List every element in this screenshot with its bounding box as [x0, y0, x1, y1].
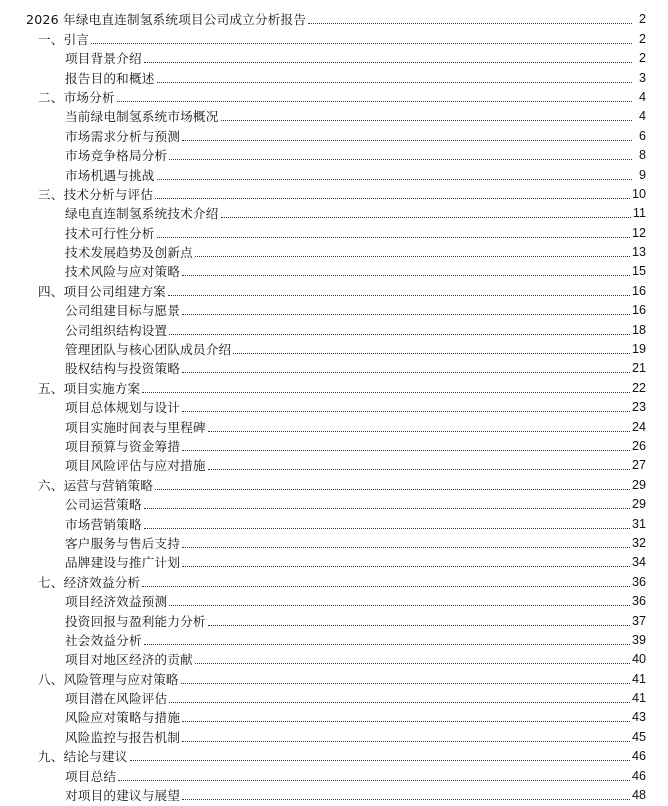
toc-page-number: 39: [631, 632, 646, 647]
toc-page-number: 2: [638, 51, 646, 66]
toc-page-number: 18: [631, 322, 646, 337]
dot-leader: [144, 508, 630, 509]
toc-chapter-entry[interactable]: [26, 27, 646, 46]
dot-leader: [142, 392, 630, 393]
dot-leader: [182, 799, 630, 800]
toc-page-number: 37: [631, 613, 646, 628]
dot-leader: [144, 528, 630, 529]
toc-section-entry[interactable]: [26, 47, 646, 66]
toc-section-entry[interactable]: [26, 629, 646, 648]
toc-page-number: 2: [638, 12, 646, 27]
toc-chapter-entry[interactable]: [26, 667, 646, 686]
dot-leader: [169, 605, 630, 606]
toc-page-number: 16: [631, 303, 646, 318]
table-of-contents: [26, 8, 646, 803]
toc-page-number: 16: [631, 283, 646, 298]
toc-page-number: 9: [638, 167, 646, 182]
toc-entry-label: 报告目的和概述: [65, 70, 155, 86]
toc-chapter-entry[interactable]: [26, 86, 646, 105]
toc-entry-label: 社会效益分析: [65, 632, 142, 648]
dot-leader: [144, 644, 630, 645]
toc-page-number: 11: [632, 206, 646, 221]
toc-section-entry[interactable]: [26, 144, 646, 163]
toc-page-number: 29: [631, 477, 646, 492]
toc-section-entry[interactable]: [26, 764, 646, 783]
toc-page-number: 48: [631, 788, 646, 803]
dot-leader: [182, 140, 632, 141]
toc-chapter-entry[interactable]: [26, 183, 646, 202]
toc-section-entry[interactable]: [26, 415, 646, 434]
toc-entry-label: 项目风险评估与应对措施: [65, 458, 206, 474]
toc-chapter-entry[interactable]: [26, 570, 646, 589]
dot-leader: [169, 334, 630, 335]
dot-leader: [142, 586, 630, 587]
toc-page-number: 23: [631, 400, 646, 415]
toc-entry-label: 项目经济效益预测: [65, 594, 168, 610]
dot-leader: [208, 469, 630, 470]
toc-section-entry[interactable]: [26, 454, 646, 473]
toc-chapter-entry[interactable]: [26, 745, 646, 764]
toc-entry-label: 项目背景介绍: [65, 51, 142, 67]
toc-page-number: 4: [638, 89, 646, 104]
dot-leader: [308, 23, 632, 24]
toc-entry-label: 项目实施时间表与里程碑: [65, 419, 206, 435]
toc-page-number: 27: [631, 458, 646, 473]
toc-section-entry[interactable]: [26, 396, 646, 415]
dot-leader: [169, 702, 630, 703]
toc-page-number: 26: [631, 438, 646, 453]
dot-leader: [157, 237, 630, 238]
dot-leader: [208, 625, 630, 626]
toc-section-entry[interactable]: [26, 163, 646, 182]
toc-entry-label: 公司组织结构设置: [65, 322, 168, 338]
toc-section-entry[interactable]: [26, 512, 646, 531]
toc-page-number: 45: [631, 729, 646, 744]
dot-leader: [221, 120, 632, 121]
toc-chapter-entry[interactable]: [26, 376, 646, 395]
toc-entry-label: 对项目的建议与展望: [65, 788, 181, 804]
dot-leader: [157, 82, 632, 83]
toc-section-entry[interactable]: [26, 590, 646, 609]
toc-page-number: 46: [631, 768, 646, 783]
toc-entry-label: 当前绿电制氢系统市场概况: [65, 109, 219, 125]
dot-leader: [155, 489, 630, 490]
toc-chapter-entry[interactable]: [26, 279, 646, 298]
toc-section-entry[interactable]: [26, 338, 646, 357]
toc-section-entry[interactable]: [26, 435, 646, 454]
toc-section-entry[interactable]: [26, 648, 646, 667]
dot-leader: [155, 198, 630, 199]
toc-entry-label: 项目潜在风险评估: [65, 691, 168, 707]
toc-section-entry[interactable]: [26, 124, 646, 143]
toc-entry-label: 项目总体规划与设计: [65, 400, 181, 416]
toc-section-entry[interactable]: [26, 221, 646, 240]
toc-entry-label: 市场竞争格局分析: [65, 148, 168, 164]
toc-page-number: 24: [631, 419, 646, 434]
toc-entry-label: 风险监控与报告机制: [65, 729, 181, 745]
dot-leader: [168, 295, 630, 296]
dot-leader: [117, 101, 632, 102]
toc-page-number: 41: [631, 691, 646, 706]
toc-page-number: 2: [638, 31, 646, 46]
toc-section-entry[interactable]: [26, 357, 646, 376]
toc-page-number: 8: [638, 148, 646, 163]
toc-entry-label: 项目预算与资金筹措: [65, 438, 181, 454]
toc-entry-label: 股权结构与投资策略: [65, 361, 181, 377]
toc-section-entry[interactable]: [26, 706, 646, 725]
toc-title-entry[interactable]: [26, 8, 646, 27]
toc-entry-label: 公司运营策略: [65, 497, 142, 513]
toc-section-entry[interactable]: [26, 202, 646, 221]
toc-entry-label: 技术可行性分析: [65, 225, 155, 241]
toc-entry-label: 客户服务与售后支持: [65, 535, 181, 551]
toc-entry-label: 风险应对策略与措施: [65, 710, 181, 726]
dot-leader: [144, 62, 632, 63]
toc-entry-label: 技术发展趋势及创新点: [65, 245, 193, 261]
toc-section-entry[interactable]: [26, 784, 646, 803]
toc-page-number: 41: [631, 671, 646, 686]
toc-entry-label: 五、项目实施方案: [38, 380, 141, 396]
toc-entry-label: 二、市场分析: [38, 89, 115, 105]
dot-leader: [118, 780, 630, 781]
toc-entry-label: 公司组建目标与愿景: [65, 303, 181, 319]
dot-leader: [169, 159, 632, 160]
dot-leader: [91, 43, 632, 44]
toc-entry-label: 一、引言: [38, 31, 90, 47]
dot-leader: [182, 314, 630, 315]
dot-leader: [195, 663, 630, 664]
dot-leader: [221, 217, 631, 218]
toc-entry-label: 八、风险管理与应对策略: [38, 671, 179, 687]
toc-entry-label: 技术风险与应对策略: [65, 264, 181, 280]
toc-entry-label: 六、运营与营销策略: [38, 477, 154, 493]
toc-section-entry[interactable]: [26, 318, 646, 337]
toc-entry-label: 投资回报与盈利能力分析: [65, 613, 206, 629]
toc-chapter-entry[interactable]: [26, 473, 646, 492]
toc-section-entry[interactable]: [26, 551, 646, 570]
toc-page-number: 15: [631, 264, 646, 279]
toc-page-number: 43: [631, 710, 646, 725]
toc-entry-label: 市场机遇与挑战: [65, 167, 155, 183]
toc-section-entry[interactable]: [26, 725, 646, 744]
toc-entry-label: 项目对地区经济的贡献: [65, 652, 193, 668]
toc-page-number: 32: [631, 535, 646, 550]
toc-section-entry[interactable]: [26, 260, 646, 279]
toc-section-entry[interactable]: [26, 66, 646, 85]
toc-page-number: 34: [631, 555, 646, 570]
toc-page-number: 40: [631, 652, 646, 667]
dot-leader: [182, 566, 630, 567]
toc-page-number: 12: [631, 225, 646, 240]
toc-page-number: 36: [631, 574, 646, 589]
dot-leader: [182, 411, 630, 412]
toc-section-entry[interactable]: [26, 493, 646, 512]
toc-section-entry[interactable]: [26, 105, 646, 124]
dot-leader: [182, 721, 630, 722]
toc-entry-label: 七、经济效益分析: [38, 574, 141, 590]
toc-section-entry[interactable]: [26, 609, 646, 628]
toc-page-number: 3: [638, 70, 646, 85]
dot-leader: [182, 275, 630, 276]
dot-leader: [182, 450, 630, 451]
toc-page-number: 6: [638, 128, 646, 143]
toc-page-number: 31: [631, 516, 646, 531]
dot-leader: [182, 741, 630, 742]
toc-entry-label: 市场营销策略: [65, 516, 142, 532]
dot-leader: [181, 683, 630, 684]
toc-page-number: 36: [631, 594, 646, 609]
toc-page-number: 13: [631, 245, 646, 260]
toc-entry-label: 项目总结: [65, 768, 117, 784]
toc-section-entry[interactable]: [26, 241, 646, 260]
dot-leader: [195, 256, 630, 257]
toc-entry-label: 管理团队与核心团队成员介绍: [65, 342, 232, 358]
dot-leader: [157, 179, 632, 180]
toc-page-number: 22: [631, 380, 646, 395]
toc-page-number: 19: [631, 342, 646, 357]
dot-leader: [233, 353, 630, 354]
toc-entry-label: 2026 年绿电直连制氢系统项目公司成立分析报告: [26, 12, 307, 28]
toc-section-entry[interactable]: [26, 687, 646, 706]
dot-leader: [182, 547, 630, 548]
toc-page-number: 29: [631, 497, 646, 512]
dot-leader: [182, 372, 630, 373]
toc-section-entry[interactable]: [26, 532, 646, 551]
toc-section-entry[interactable]: [26, 299, 646, 318]
toc-page-number: 10: [631, 186, 646, 201]
toc-entry-label: 品牌建设与推广计划: [65, 555, 181, 571]
toc-page-number: 21: [631, 361, 646, 376]
toc-page-number: 46: [631, 749, 646, 764]
toc-entry-label: 三、技术分析与评估: [38, 186, 154, 202]
toc-entry-label: 四、项目公司组建方案: [38, 283, 166, 299]
toc-page-number: 4: [638, 109, 646, 124]
dot-leader: [208, 431, 630, 432]
toc-entry-label: 绿电直连制氢系统技术介绍: [65, 206, 219, 222]
toc-entry-label: 九、结论与建议: [38, 749, 128, 765]
dot-leader: [130, 760, 630, 761]
toc-entry-label: 市场需求分析与预测: [65, 128, 181, 144]
